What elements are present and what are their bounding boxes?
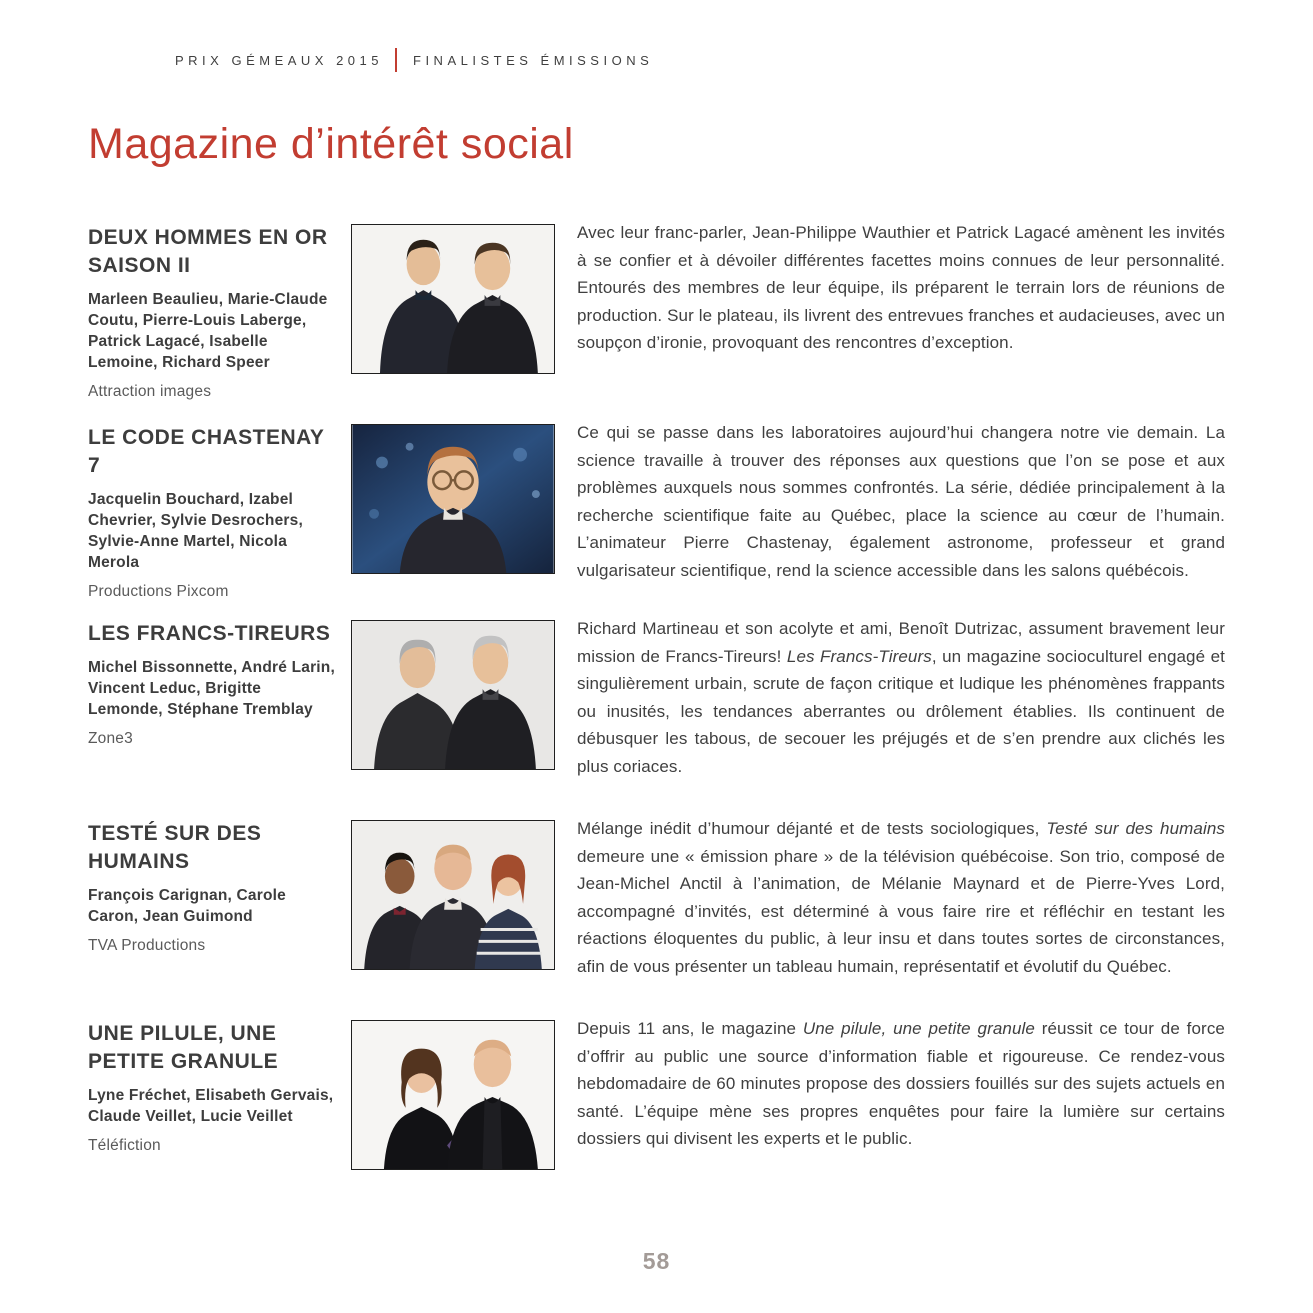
entry-le-code-chastenay bbox=[88, 424, 1228, 601]
entry-photo-column bbox=[351, 620, 555, 780]
entry-description: Depuis 11 ans, le magazine Une pilule, une petite granule réussit ce tour de force d’offrir au public une source d’information fiable et rigoureuse. Ce rendez-vous hebdomadaire de 60 minutes propose des dossiers fouillés sur des sujets actuels en santé. L’équipe mène ses propres enquêtes pour faire la lumière sur certains dossiers qui divisent les experts et le public. bbox=[577, 1019, 1225, 1148]
page-title: Magazine d’intérêt social bbox=[88, 120, 574, 168]
photo-two-gray-haired-men bbox=[351, 620, 555, 770]
entry-description: Avec leur franc-parler, Jean-Philippe Wauthier et Patrick Lagacé amènent les invités à se confier et à dévoiler différentes facettes moins connues de leur personnalité. Entourés des membres de leur équipe, ils préparent le terrain lors de réunions de production. Sur le plateau, ils livrent des entrevues franches et audacieuses, avec un soupçon d’ironie, provoquant des rencontres d’exception. bbox=[577, 223, 1225, 352]
page-number: 58 bbox=[642, 1248, 671, 1274]
entry-description: Richard Martineau et son acolyte et ami, Benoît Dutrizac, assument bravement leur mission de Francs-Tireurs! Les Francs-Tireurs, un magazine socioculturel engagé et singulièrement urbain, scrute de façon critique et ludique les phénomènes frappants ou inusités, les tendances aberrantes ou drôlement établies. Ils continuent de débusquer les tabous, de secouer les préjugés et de s’en prendre aux clichés les plus coriaces. bbox=[577, 619, 1225, 776]
entry-title: DEUX HOMMES EN OR SAISON II bbox=[88, 226, 328, 277]
entry-deux-hommes-en-or bbox=[88, 224, 1228, 401]
photo-two-men-in-dark-suits bbox=[351, 224, 555, 374]
entry-title: TESTÉ SUR DES HUMAINS bbox=[88, 822, 262, 873]
entry-info-column bbox=[88, 820, 351, 980]
entry-info-column bbox=[88, 424, 351, 601]
entry-title: UNE PILULE, UNE PETITE GRANULE bbox=[88, 1022, 279, 1073]
entry-title: LES FRANCS-TIREURS bbox=[88, 622, 331, 645]
entry-teste-sur-des-humains bbox=[88, 820, 1228, 980]
header-red-divider bbox=[395, 48, 397, 72]
entry-info-column bbox=[88, 224, 351, 401]
header-left-label: PRIX GÉMEAUX 2015 bbox=[175, 52, 383, 68]
entry-company: TVA Productions bbox=[88, 937, 206, 954]
entry-photo-column bbox=[351, 224, 555, 401]
entry-photo-column bbox=[351, 424, 555, 601]
entry-description: Ce qui se passe dans les laboratoires aujourd’hui changera notre vie demain. La science travaille à trouver des réponses aux questions que l’on se pose et aux problèmes auxquels nous sommes confrontés. La série, dédiée principalement à la recherche scientifique faite au Québec, place la science au cœur de l’humain. L’animateur Pierre Chastenay, également astronome, professeur et grand vulgarisateur scientifique, rend la science accessible dans les salons québécois. bbox=[577, 423, 1225, 580]
entry-credits: Michel Bissonnette, André Larin, Vincent Leduc, Brigitte Lemonde, Stéphane Tremblay bbox=[88, 659, 335, 718]
entry-photo-column bbox=[351, 1020, 555, 1170]
entry-company: Attraction images bbox=[88, 383, 212, 400]
entry-les-francs-tireurs bbox=[88, 620, 1228, 780]
entry-credits: Jacquelin Bouchard, Izabel Chevrier, Sylvie Desrochers, Sylvie-Anne Martel, Nicola Merola bbox=[88, 491, 303, 571]
entry-company: Zone3 bbox=[88, 730, 133, 747]
photo-woman-and-bald-man bbox=[351, 1020, 555, 1170]
entry-description: Mélange inédit d’humour déjanté et de tests sociologiques, Testé sur des humains demeure une « émission phare » de la télévision québécoise. Son trio, composé de Jean-Michel Anctil à l’animation, de Mélanie Maynard et de Pierre-Yves Lord, accompagné d’invités, est déterminé à vous faire rire et réfléchir en testant les réactions éloquentes du public, à leur insu et dans toutes sortes de circonstances, afin de vous présenter un tableau humain, représentatif et évolutif du Québec. bbox=[577, 819, 1225, 976]
page-header bbox=[175, 48, 653, 72]
entry-title: LE CODE CHASTENAY 7 bbox=[88, 426, 325, 477]
entry-info-column bbox=[88, 1020, 351, 1170]
entry-credits: Lyne Fréchet, Elisabeth Gervais, Claude Veillet, Lucie Veillet bbox=[88, 1087, 334, 1125]
header-right-label: FINALISTES ÉMISSIONS bbox=[413, 52, 654, 68]
entry-photo-column bbox=[351, 820, 555, 980]
entry-credits: François Carignan, Carole Caron, Jean Guimond bbox=[88, 887, 286, 925]
photo-trio-two-men-one-woman bbox=[351, 820, 555, 970]
entry-company: Productions Pixcom bbox=[88, 583, 229, 600]
entry-une-pilule-une-petite-granule bbox=[88, 1020, 1228, 1170]
photo-man-with-glasses-blue-studio bbox=[351, 424, 555, 574]
entry-info-column bbox=[88, 620, 351, 780]
entry-company: Téléfiction bbox=[88, 1137, 161, 1154]
entry-credits: Marleen Beaulieu, Marie-Claude Coutu, Pierre-Louis Laberge, Patrick Lagacé, Isabelle Lemoine, Richard Speer bbox=[88, 291, 328, 371]
